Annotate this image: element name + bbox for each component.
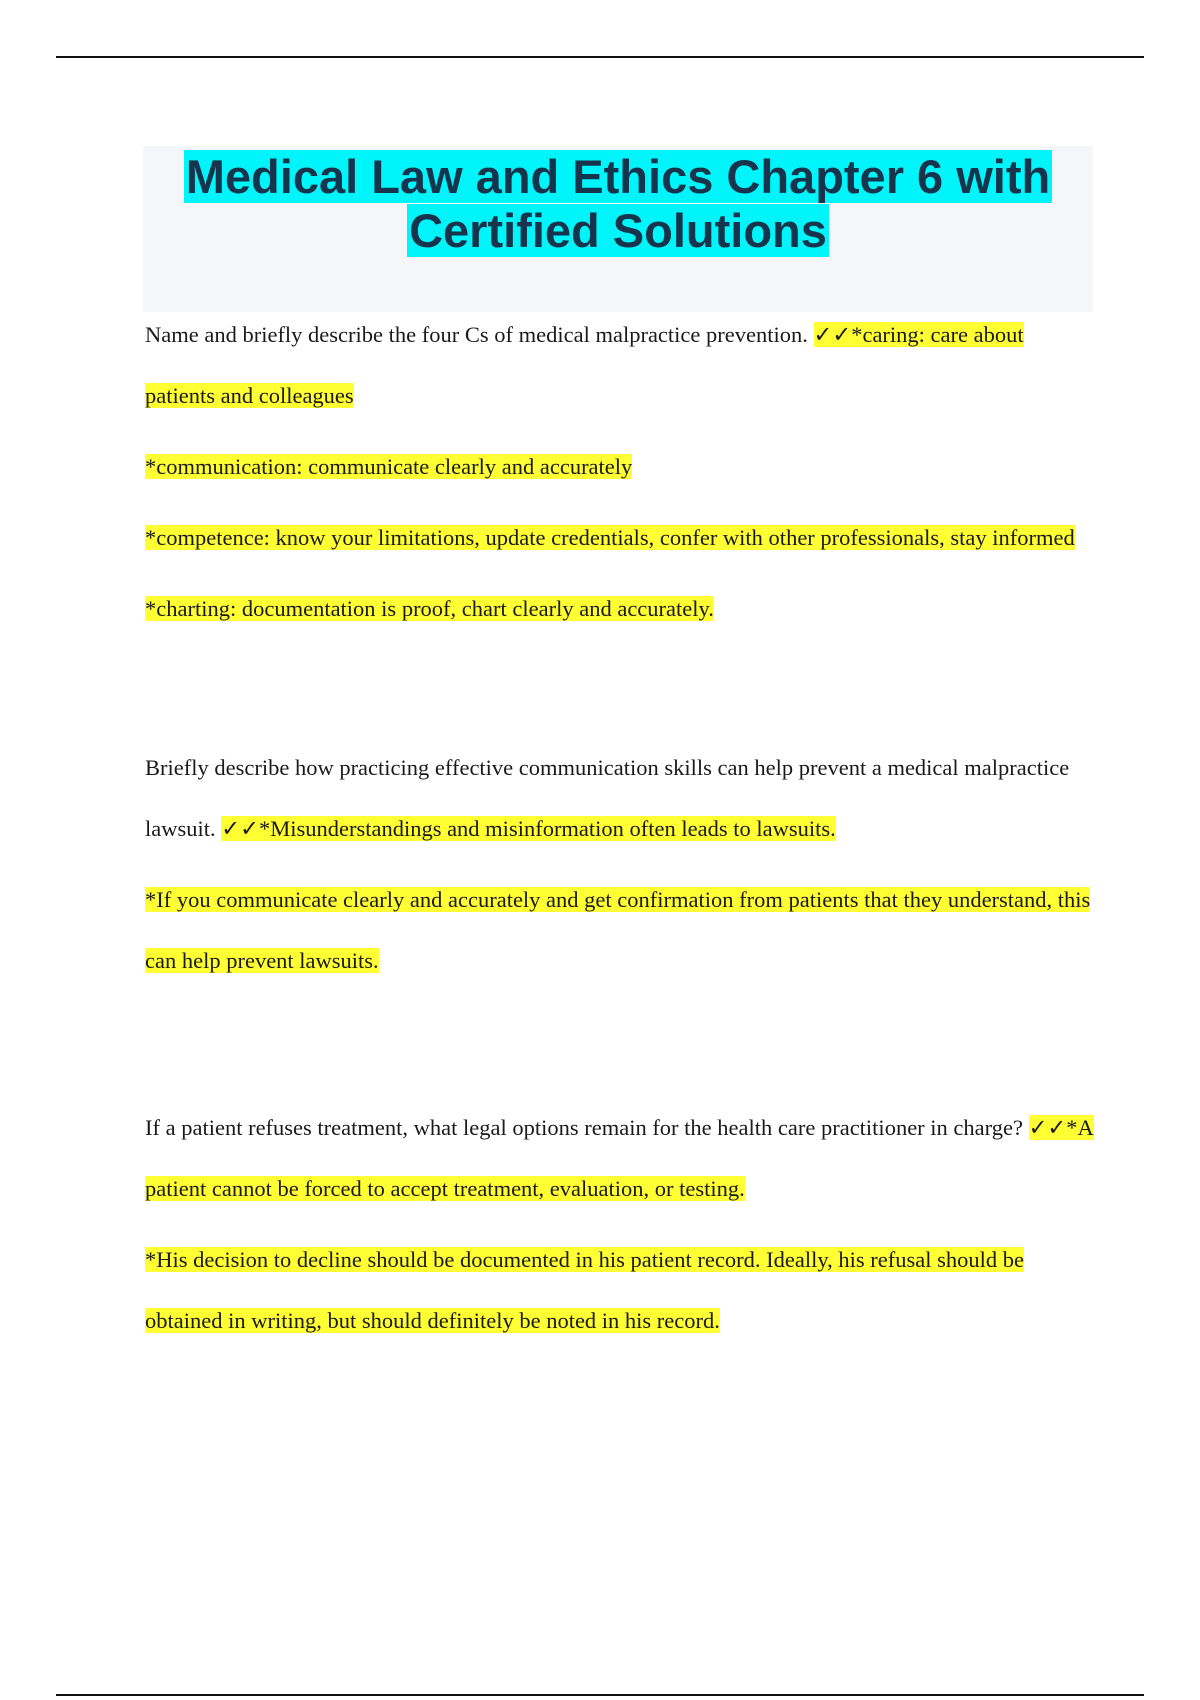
answer-line [145, 578, 1095, 639]
document-body [145, 304, 1095, 1361]
question-1: Name and briefly describe the four Cs of medical malpractice prevention. [145, 322, 808, 347]
question-2: Briefly describe how practicing effective communication skills can help prevent a medical malpractice lawsuit. [145, 755, 1070, 841]
answer-1-line-2: *competence: know your limitations, update credentials, confer with other professionals, stay informed [145, 525, 1075, 550]
answer-2-line-1: *If you communicate clearly and accurately and get confirmation from patients that they understand, this can help prevent lawsuits. [145, 887, 1091, 973]
answer-1-lead: ✓✓*caring: care about patients and colleagues [145, 322, 1024, 408]
top-rule [56, 56, 1144, 58]
answer-line [145, 436, 1095, 497]
qa-item-2 [145, 737, 1095, 859]
answer-3-lead: ✓✓*A patient cannot be forced to accept treatment, evaluation, or testing. [145, 1115, 1094, 1201]
qa-item-1 [145, 304, 1095, 426]
section-gap [145, 649, 1095, 737]
title-line-2: Certified Solutions [409, 204, 827, 257]
question-3: If a patient refuses treatment, what legal options remain for the health care practitioner in charge? [145, 1115, 1023, 1140]
answer-1-line-1: *communication: communicate clearly and accurately [145, 454, 633, 479]
bottom-rule [56, 1694, 1144, 1696]
answer-2-lead: ✓✓*Misunderstandings and misinformation often leads to lawsuits. [221, 816, 836, 841]
answer-3-line-1: *His decision to decline should be documented in his patient record. Ideally, his refusal should be obtained in writing, but should definitely be noted in his record. [145, 1247, 1024, 1333]
title-banner [143, 146, 1093, 312]
answer-line [145, 1229, 1095, 1351]
qa-item-3 [145, 1097, 1095, 1219]
section-gap [145, 1001, 1095, 1097]
title-line-1: Medical Law and Ethics Chapter 6 with [185, 150, 1051, 203]
answer-1-line-3: *charting: documentation is proof, chart clearly and accurately. [145, 596, 714, 621]
document-title [143, 146, 1093, 258]
answer-line [145, 507, 1095, 568]
answer-line [145, 869, 1095, 991]
